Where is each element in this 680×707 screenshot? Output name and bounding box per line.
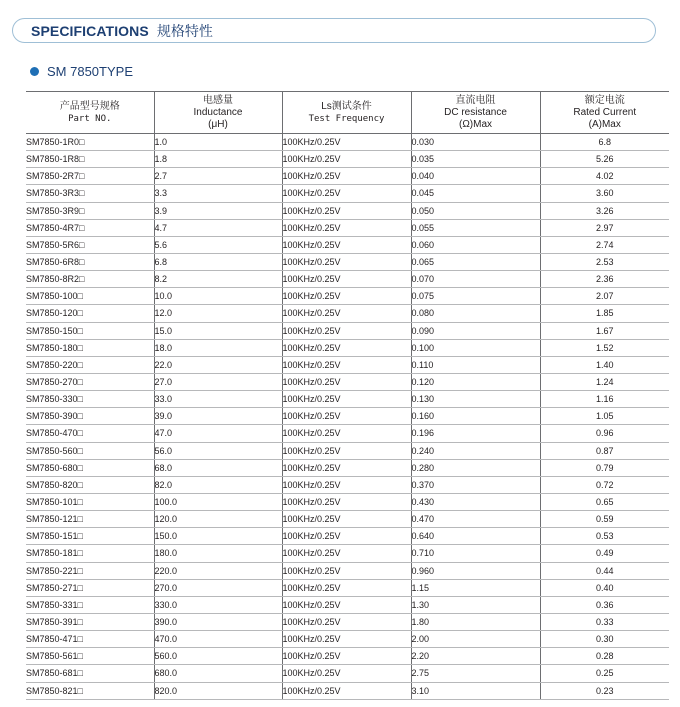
rated-current-cell: 0.49: [540, 545, 669, 562]
table-row: [26, 648, 669, 665]
rated-current-cell: 0.53: [540, 528, 669, 545]
rated-current-cell: 0.40: [540, 579, 669, 596]
inductance-cell: 330.0: [154, 596, 282, 613]
part-no-cell: SM7850-561□: [26, 648, 154, 665]
table-row: [26, 545, 669, 562]
test-frequency-cell: 100KHz/0.25V: [282, 648, 411, 665]
inductance-cell: 6.8: [154, 253, 282, 270]
test-frequency-cell: 100KHz/0.25V: [282, 168, 411, 185]
inductance-cell: 56.0: [154, 442, 282, 459]
table-row: [26, 271, 669, 288]
dc-resistance-cell: 1.15: [411, 579, 540, 596]
table-row: [26, 562, 669, 579]
dc-resistance-cell: 2.00: [411, 631, 540, 648]
part-no-cell: SM7850-470□: [26, 425, 154, 442]
table-row: [26, 185, 669, 202]
table-row: [26, 151, 669, 168]
test-frequency-cell: 100KHz/0.25V: [282, 219, 411, 236]
part-no-cell: SM7850-821□: [26, 682, 154, 699]
table-row: [26, 373, 669, 390]
rated-current-cell: 0.72: [540, 476, 669, 493]
test-frequency-cell: 100KHz/0.25V: [282, 665, 411, 682]
section-title: SM 7850TYPE: [47, 64, 133, 79]
dc-resistance-cell: 0.050: [411, 202, 540, 219]
test-frequency-cell: 100KHz/0.25V: [282, 134, 411, 151]
dc-resistance-cell: 0.060: [411, 236, 540, 253]
part-no-cell: SM7850-3R3□: [26, 185, 154, 202]
table-header-row: [26, 92, 669, 134]
part-no-cell: SM7850-681□: [26, 665, 154, 682]
dc-resistance-cell: 0.045: [411, 185, 540, 202]
inductance-cell: 820.0: [154, 682, 282, 699]
test-frequency-cell: 100KHz/0.25V: [282, 579, 411, 596]
table-row: [26, 459, 669, 476]
dc-resistance-cell: 0.640: [411, 528, 540, 545]
rated-current-cell: 0.25: [540, 665, 669, 682]
table-row: [26, 613, 669, 630]
dc-resistance-cell: 0.100: [411, 339, 540, 356]
test-frequency-cell: 100KHz/0.25V: [282, 596, 411, 613]
table-row: [26, 391, 669, 408]
table-row: [26, 288, 669, 305]
dc-resistance-cell: 0.130: [411, 391, 540, 408]
part-no-cell: SM7850-820□: [26, 476, 154, 493]
header-dc-resistance-cn: 直流电阻: [455, 94, 496, 106]
table-row: [26, 579, 669, 596]
dc-resistance-cell: 0.960: [411, 562, 540, 579]
inductance-cell: 1.8: [154, 151, 282, 168]
test-frequency-cell: 100KHz/0.25V: [282, 493, 411, 510]
header-title-cn: 规格特性: [156, 23, 213, 40]
rated-current-cell: 3.60: [540, 185, 669, 202]
rated-current-cell: 0.36: [540, 596, 669, 613]
test-frequency-cell: 100KHz/0.25V: [282, 408, 411, 425]
dc-resistance-cell: 0.280: [411, 459, 540, 476]
inductance-cell: 12.0: [154, 305, 282, 322]
rated-current-cell: 1.24: [540, 373, 669, 390]
test-frequency-cell: 100KHz/0.25V: [282, 288, 411, 305]
header-inductance: [154, 92, 282, 134]
test-frequency-cell: 100KHz/0.25V: [282, 682, 411, 699]
table-row: [26, 493, 669, 510]
rated-current-cell: 0.79: [540, 459, 669, 476]
part-no-cell: SM7850-4R7□: [26, 219, 154, 236]
dc-resistance-cell: 0.120: [411, 373, 540, 390]
header-test-frequency-cn: Ls测试条件: [321, 100, 372, 112]
rated-current-cell: 2.07: [540, 288, 669, 305]
inductance-cell: 220.0: [154, 562, 282, 579]
table-row: [26, 322, 669, 339]
test-frequency-cell: 100KHz/0.25V: [282, 528, 411, 545]
part-no-cell: SM7850-100□: [26, 288, 154, 305]
part-no-cell: SM7850-101□: [26, 493, 154, 510]
inductance-cell: 27.0: [154, 373, 282, 390]
inductance-cell: 100.0: [154, 493, 282, 510]
rated-current-cell: 1.16: [540, 391, 669, 408]
header-title-en: SPECIFICATIONS: [31, 22, 149, 39]
inductance-cell: 10.0: [154, 288, 282, 305]
table-row: [26, 236, 669, 253]
header-dc-resistance-en: DC resistance: [444, 106, 507, 118]
inductance-cell: 120.0: [154, 511, 282, 528]
header-dc-resistance-unit: (Ω)Max: [458, 118, 493, 130]
table-row: [26, 134, 669, 151]
rated-current-cell: 0.30: [540, 631, 669, 648]
inductance-cell: 180.0: [154, 545, 282, 562]
part-no-cell: SM7850-330□: [26, 391, 154, 408]
header-inductance-cn: 电感量: [203, 94, 233, 106]
table-row: [26, 339, 669, 356]
table-row: [26, 305, 669, 322]
table-row: [26, 425, 669, 442]
table-row: [26, 596, 669, 613]
dc-resistance-cell: 2.75: [411, 665, 540, 682]
table-row: [26, 253, 669, 270]
inductance-cell: 680.0: [154, 665, 282, 682]
inductance-cell: 4.7: [154, 219, 282, 236]
inductance-cell: 15.0: [154, 322, 282, 339]
inductance-cell: 39.0: [154, 408, 282, 425]
dc-resistance-cell: 0.075: [411, 288, 540, 305]
part-no-cell: SM7850-181□: [26, 545, 154, 562]
rated-current-cell: 2.36: [540, 271, 669, 288]
dc-resistance-cell: 0.065: [411, 253, 540, 270]
table-row: [26, 528, 669, 545]
test-frequency-cell: 100KHz/0.25V: [282, 511, 411, 528]
inductance-cell: 3.3: [154, 185, 282, 202]
test-frequency-cell: 100KHz/0.25V: [282, 373, 411, 390]
dc-resistance-cell: 0.080: [411, 305, 540, 322]
table-row: [26, 408, 669, 425]
part-no-cell: SM7850-151□: [26, 528, 154, 545]
header-rated-current-cn: 额定电流: [584, 94, 625, 106]
header-inductance-unit: (μH): [208, 118, 228, 130]
part-no-cell: SM7850-221□: [26, 562, 154, 579]
part-no-cell: SM7850-270□: [26, 373, 154, 390]
inductance-cell: 5.6: [154, 236, 282, 253]
header-dc-resistance: [411, 92, 540, 134]
test-frequency-cell: 100KHz/0.25V: [282, 442, 411, 459]
part-no-cell: SM7850-5R6□: [26, 236, 154, 253]
rated-current-cell: 2.74: [540, 236, 669, 253]
inductance-cell: 390.0: [154, 613, 282, 630]
inductance-cell: 150.0: [154, 528, 282, 545]
test-frequency-cell: 100KHz/0.25V: [282, 562, 411, 579]
dc-resistance-cell: 0.240: [411, 442, 540, 459]
test-frequency-cell: 100KHz/0.25V: [282, 202, 411, 219]
test-frequency-cell: 100KHz/0.25V: [282, 151, 411, 168]
header-part-no-en: Part NO.: [68, 113, 112, 124]
rated-current-cell: 2.53: [540, 253, 669, 270]
dc-resistance-cell: 0.030: [411, 134, 540, 151]
rated-current-cell: 4.02: [540, 168, 669, 185]
rated-current-cell: 1.52: [540, 339, 669, 356]
dc-resistance-cell: 2.20: [411, 648, 540, 665]
part-no-cell: SM7850-1R8□: [26, 151, 154, 168]
part-no-cell: SM7850-680□: [26, 459, 154, 476]
rated-current-cell: 2.97: [540, 219, 669, 236]
test-frequency-cell: 100KHz/0.25V: [282, 476, 411, 493]
test-frequency-cell: 100KHz/0.25V: [282, 253, 411, 270]
header-part-no-cn: 产品型号规格: [59, 100, 120, 112]
part-no-cell: SM7850-3R9□: [26, 202, 154, 219]
part-no-cell: SM7850-150□: [26, 322, 154, 339]
dc-resistance-cell: 0.160: [411, 408, 540, 425]
table-row: [26, 442, 669, 459]
dc-resistance-cell: 0.430: [411, 493, 540, 510]
part-no-cell: SM7850-2R7□: [26, 168, 154, 185]
table-row: [26, 168, 669, 185]
dc-resistance-cell: 0.090: [411, 322, 540, 339]
rated-current-cell: 0.23: [540, 682, 669, 699]
header-part-no: [26, 92, 154, 134]
table-row: [26, 665, 669, 682]
part-no-cell: SM7850-390□: [26, 408, 154, 425]
table-row: [26, 682, 669, 699]
header-inductance-en: Inductance: [193, 106, 243, 118]
inductance-cell: 1.0: [154, 134, 282, 151]
specifications-table: [26, 91, 669, 700]
inductance-cell: 470.0: [154, 631, 282, 648]
inductance-cell: 560.0: [154, 648, 282, 665]
table-row: [26, 631, 669, 648]
test-frequency-cell: 100KHz/0.25V: [282, 305, 411, 322]
dc-resistance-cell: 0.470: [411, 511, 540, 528]
dc-resistance-cell: 0.370: [411, 476, 540, 493]
test-frequency-cell: 100KHz/0.25V: [282, 425, 411, 442]
test-frequency-cell: 100KHz/0.25V: [282, 356, 411, 373]
dc-resistance-cell: 3.10: [411, 682, 540, 699]
rated-current-cell: 1.40: [540, 356, 669, 373]
test-frequency-cell: 100KHz/0.25V: [282, 185, 411, 202]
inductance-cell: 68.0: [154, 459, 282, 476]
test-frequency-cell: 100KHz/0.25V: [282, 545, 411, 562]
dc-resistance-cell: 0.070: [411, 271, 540, 288]
dc-resistance-cell: 0.040: [411, 168, 540, 185]
part-no-cell: SM7850-271□: [26, 579, 154, 596]
table-row: [26, 202, 669, 219]
rated-current-cell: 5.26: [540, 151, 669, 168]
part-no-cell: SM7850-6R8□: [26, 253, 154, 270]
dc-resistance-cell: 0.710: [411, 545, 540, 562]
dc-resistance-cell: 1.80: [411, 613, 540, 630]
rated-current-cell: 1.85: [540, 305, 669, 322]
part-no-cell: SM7850-391□: [26, 613, 154, 630]
rated-current-cell: 0.96: [540, 425, 669, 442]
header-rated-current-en: Rated Current: [573, 106, 637, 118]
rated-current-cell: 0.28: [540, 648, 669, 665]
inductance-cell: 3.9: [154, 202, 282, 219]
test-frequency-cell: 100KHz/0.25V: [282, 339, 411, 356]
rated-current-cell: 0.44: [540, 562, 669, 579]
inductance-cell: 8.2: [154, 271, 282, 288]
part-no-cell: SM7850-120□: [26, 305, 154, 322]
dc-resistance-cell: 0.196: [411, 425, 540, 442]
header-rated-current: [540, 92, 669, 134]
test-frequency-cell: 100KHz/0.25V: [282, 236, 411, 253]
rated-current-cell: 0.33: [540, 613, 669, 630]
test-frequency-cell: 100KHz/0.25V: [282, 631, 411, 648]
rated-current-cell: 3.26: [540, 202, 669, 219]
dc-resistance-cell: 1.30: [411, 596, 540, 613]
part-no-cell: SM7850-331□: [26, 596, 154, 613]
table-body: [26, 134, 669, 700]
dc-resistance-cell: 0.035: [411, 151, 540, 168]
header-test-frequency: [282, 92, 411, 134]
inductance-cell: 82.0: [154, 476, 282, 493]
dc-resistance-cell: 0.055: [411, 219, 540, 236]
inductance-cell: 2.7: [154, 168, 282, 185]
table-row: [26, 476, 669, 493]
header-rated-current-unit: (A)Max: [588, 118, 621, 130]
part-no-cell: SM7850-220□: [26, 356, 154, 373]
part-no-cell: SM7850-471□: [26, 631, 154, 648]
rated-current-cell: 0.65: [540, 493, 669, 510]
specifications-header-bar: [12, 18, 656, 43]
header-test-frequency-en: Test Frequency: [308, 113, 385, 124]
rated-current-cell: 1.67: [540, 322, 669, 339]
bullet-dot-icon: [30, 67, 39, 76]
table-row: [26, 356, 669, 373]
rated-current-cell: 0.59: [540, 511, 669, 528]
part-no-cell: SM7850-8R2□: [26, 271, 154, 288]
inductance-cell: 18.0: [154, 339, 282, 356]
inductance-cell: 33.0: [154, 391, 282, 408]
part-no-cell: SM7850-1R0□: [26, 134, 154, 151]
dc-resistance-cell: 0.110: [411, 356, 540, 373]
test-frequency-cell: 100KHz/0.25V: [282, 613, 411, 630]
inductance-cell: 270.0: [154, 579, 282, 596]
rated-current-cell: 0.87: [540, 442, 669, 459]
test-frequency-cell: 100KHz/0.25V: [282, 459, 411, 476]
part-no-cell: SM7850-121□: [26, 511, 154, 528]
test-frequency-cell: 100KHz/0.25V: [282, 322, 411, 339]
inductance-cell: 22.0: [154, 356, 282, 373]
test-frequency-cell: 100KHz/0.25V: [282, 271, 411, 288]
part-no-cell: SM7850-560□: [26, 442, 154, 459]
section-heading: [30, 64, 133, 79]
table-row: [26, 219, 669, 236]
part-no-cell: SM7850-180□: [26, 339, 154, 356]
rated-current-cell: 1.05: [540, 408, 669, 425]
table-row: [26, 511, 669, 528]
rated-current-cell: 6.8: [540, 134, 669, 151]
test-frequency-cell: 100KHz/0.25V: [282, 391, 411, 408]
inductance-cell: 47.0: [154, 425, 282, 442]
